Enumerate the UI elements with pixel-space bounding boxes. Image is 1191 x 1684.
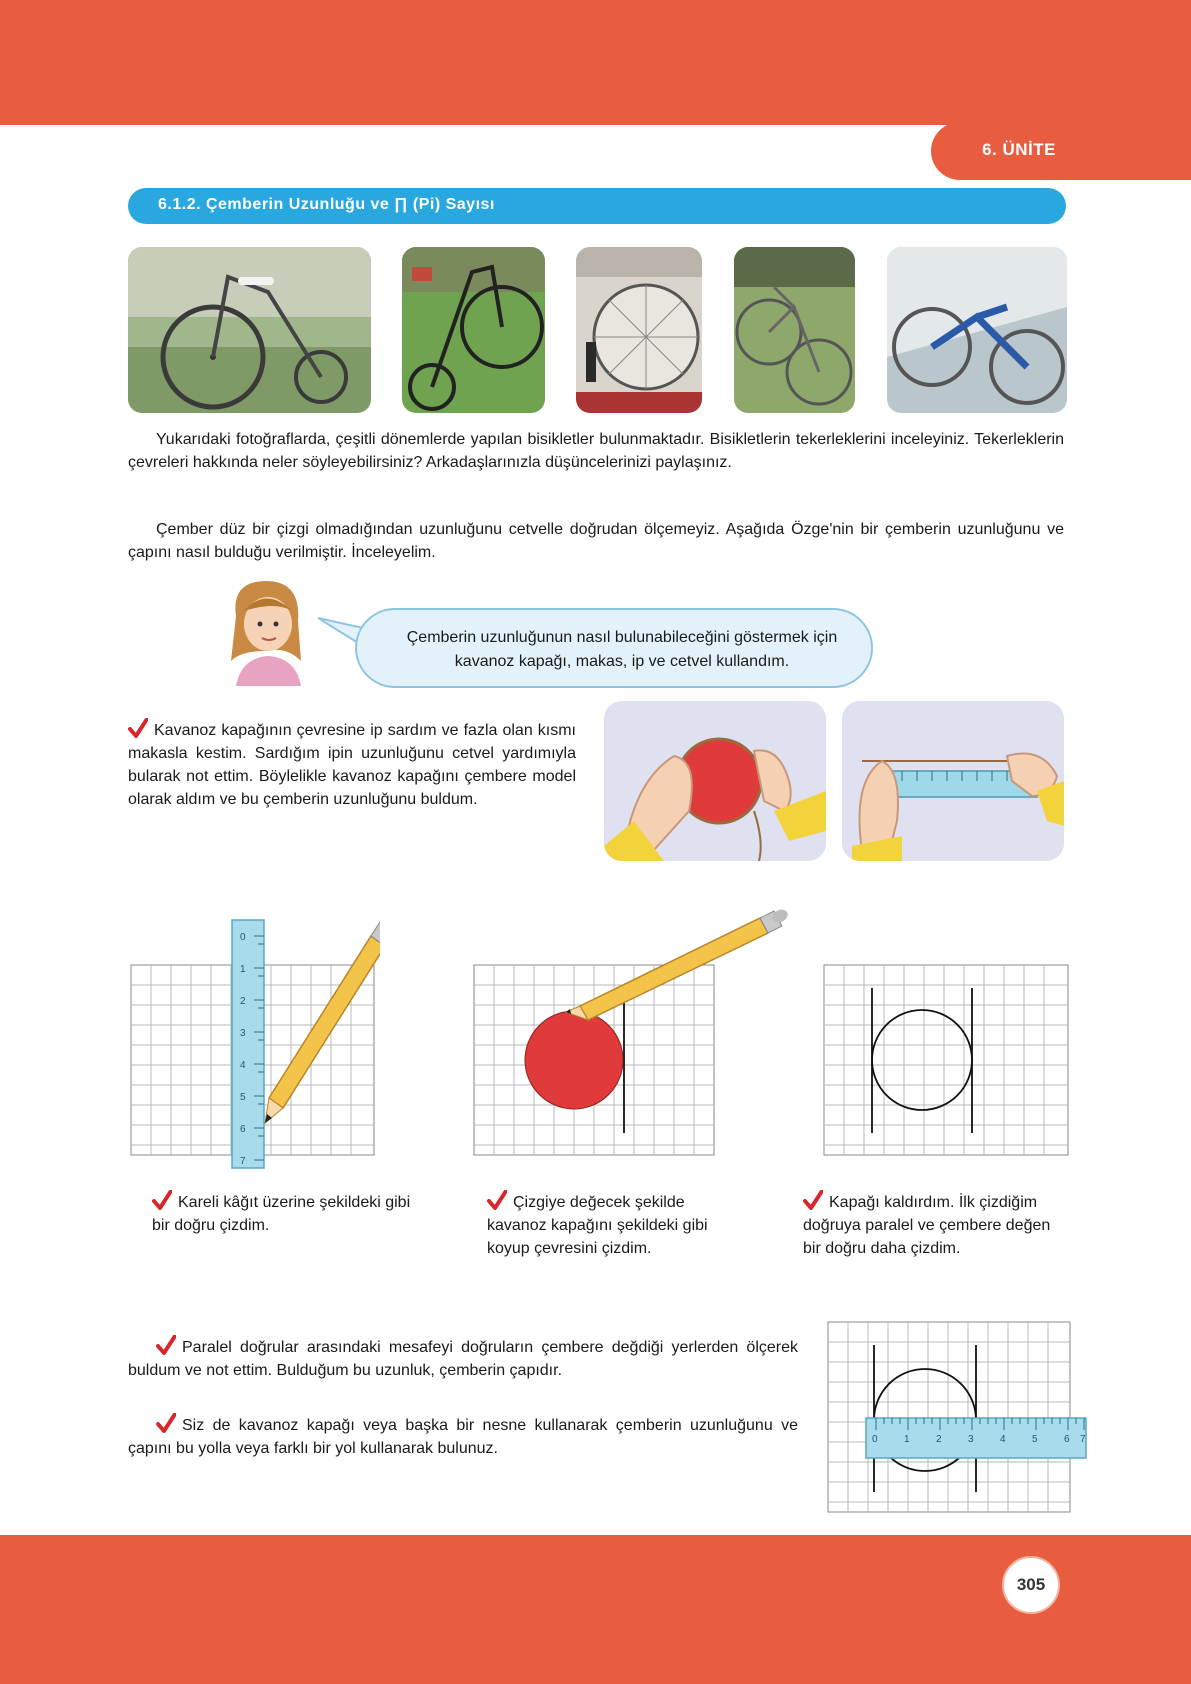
ruler-v-tick-3: 3 <box>240 1028 246 1039</box>
step-2 <box>152 1190 414 1237</box>
speech-bubble <box>355 608 873 688</box>
ruler-v-tick-4: 4 <box>240 1060 246 1071</box>
step-6 <box>128 1413 798 1460</box>
speech-text: Çemberin uzunluğunun nasıl bulunabileceğini göstermek için kavanoz kapağı, makas, ip ve cetvel kullandım. <box>406 629 838 670</box>
ruler-v-tick-0: 0 <box>240 932 246 943</box>
step-2-text: Kareli kâğıt üzerine şekildeki gibi bir doğru çizdim. <box>152 1194 411 1234</box>
bicycle-photo-4 <box>734 247 855 413</box>
step-6-text: Siz de kavanoz kapağı veya başka bir nesne kullanarak çemberin uzunluğunu ve çapını bu yolla veya farklı bir yol kullanarak bulunuz. <box>128 1417 798 1457</box>
ruler-h-tick-3: 3 <box>968 1434 974 1445</box>
page-number-badge <box>1002 1556 1060 1614</box>
step-4-text: Kapağı kaldırdım. İlk çizdiğim doğruya paralel ve çembere değen bir doğru daha çizdim. <box>803 1194 1051 1257</box>
ruler-v-tick-1: 1 <box>240 964 246 975</box>
ruler-v-tick-5: 5 <box>240 1092 246 1103</box>
step-3 <box>487 1190 737 1260</box>
ruler-h-tick-0: 0 <box>872 1434 878 1445</box>
hands-measuring-string-panel <box>842 701 1064 861</box>
check-icon <box>152 1190 172 1210</box>
ruler-h-tick-2: 2 <box>936 1434 942 1445</box>
ruler-h-tick-6: 6 <box>1064 1434 1070 1445</box>
bicycle-photo-1 <box>128 247 371 413</box>
bicycle-photo-3 <box>576 247 702 413</box>
bicycle-photo-2 <box>402 247 545 413</box>
grid-figure-circle-outline <box>822 963 1072 1158</box>
check-icon <box>128 718 148 738</box>
grid-figure-ruler-line <box>128 878 380 1170</box>
check-icon <box>803 1190 823 1210</box>
ruler-v-tick-6: 6 <box>240 1124 246 1135</box>
unit-tab <box>931 122 1191 180</box>
step-1 <box>128 718 576 811</box>
step-5 <box>128 1335 798 1382</box>
step-5-text: Paralel doğrular arasındaki mesafeyi doğruların çembere değdiği yerlerden ölçerek buldum ve not ettim. Bulduğum bu uzunluk, çemberin çapıdır. <box>128 1339 798 1379</box>
step-3-text: Çizgiye değecek şekilde kavanoz kapağını şekildeki gibi koyup çevresini çizdim. <box>487 1194 708 1257</box>
hands-wrapping-string-panel <box>604 701 826 861</box>
ruler-h-tick-7: 7 <box>1080 1434 1086 1445</box>
section-title: 6.1.2. Çemberin Uzunluğu ve ∏ (Pi) Sayısı <box>158 196 495 213</box>
girl-avatar <box>216 576 316 686</box>
ruler-h-tick-1: 1 <box>904 1434 910 1445</box>
ruler-h-tick-4: 4 <box>1000 1434 1006 1445</box>
intro-paragraph-1: Yukarıdaki fotoğraflarda, çeşitli dönemlerde yapılan bisikletler bulunmaktadır. Bisikletlerin tekerleklerini inceleyiniz. Tekerleklerin çevreleri hakkında neler söyleyebilirsiniz? Arkadaşlarınızla düşüncelerinizi paylaşınız. <box>128 431 1064 471</box>
ruler-v-tick-2: 2 <box>240 996 246 1007</box>
unit-label: 6. ÜNİTE <box>982 140 1056 159</box>
step-1-text: Kavanoz kapağının çevresine ip sardım ve fazla olan kısmı makasla kestim. Sardığım ipin uzunluğunu cetvel yardımıyla bularak not ettim. Böylelikle kavanoz kapağını çembere model olarak aldım ve bu çemberin uzunluğunu buldum. <box>128 722 576 808</box>
step-4 <box>803 1190 1063 1260</box>
check-icon <box>156 1413 176 1433</box>
intro-paragraph-2: Çember düz bir çizgi olmadığından uzunluğunu cetvelle doğrudan ölçemeyiz. Aşağıda Özge'nin bir çemberin uzunluğunu ve çapını nasıl bulduğu verilmiştir. İnceleyelim. <box>128 521 1064 561</box>
bottom-band <box>0 1535 1191 1684</box>
section-title-bar <box>128 188 1066 224</box>
check-icon <box>156 1335 176 1355</box>
ruler-h-tick-5: 5 <box>1032 1434 1038 1445</box>
ruler-v-tick-7: 7 <box>240 1156 246 1167</box>
check-icon <box>487 1190 507 1210</box>
page-number: 305 <box>1016 1575 1046 1594</box>
top-band <box>0 0 1191 125</box>
bicycle-photo-5 <box>887 247 1067 413</box>
grid-figure-red-circle <box>470 878 790 1170</box>
grid-figure-diameter-measure <box>826 1320 1090 1518</box>
